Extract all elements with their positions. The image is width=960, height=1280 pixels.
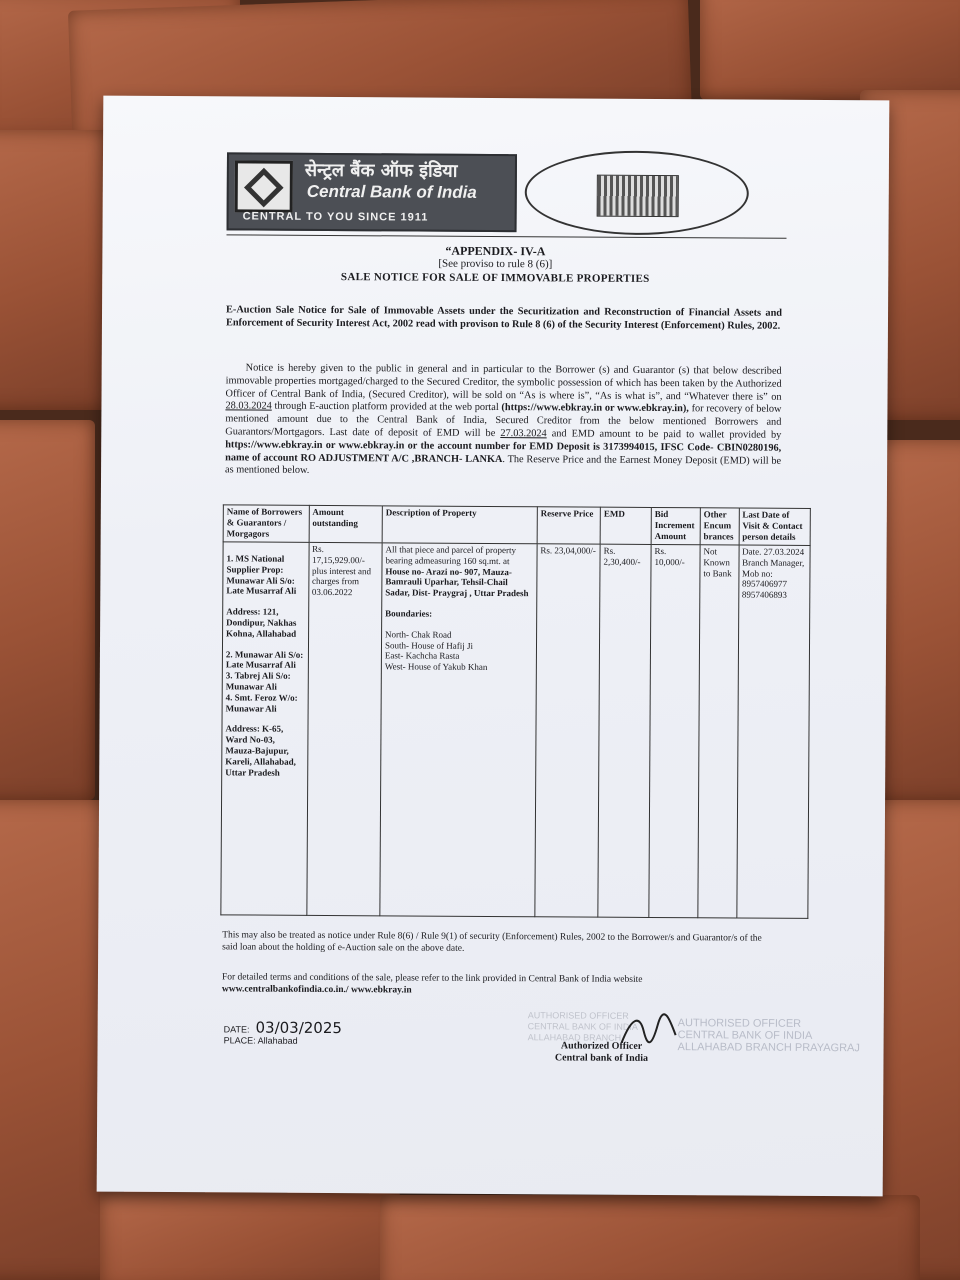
borrower-4: 4. Smt. Feroz W/o: Munawar Ali [225, 692, 298, 714]
bank-emblem-icon [235, 160, 293, 212]
date-place-block: DATE: 03/03/2025 PLACE: Allahabad [223, 1018, 343, 1046]
header-divider [227, 234, 787, 238]
col-header: EMD [600, 507, 651, 544]
bank-tagline: CENTRAL TO YOU SINCE 1911 [242, 210, 429, 224]
appendix-subtitle: [See proviso to rule 8 (6)] [438, 257, 553, 271]
borrower-1: 1. MS National Supplier Prop: Munawar Ali S/o: Late Musarraf Ali [226, 553, 297, 597]
property-table [220, 504, 810, 919]
borrower-address-2: Address: K-65, Ward No-03, Mauza-Bajupur, Kareli, Allahabad, Uttar Pradesh [225, 723, 296, 778]
bid-increment-cell: Rs. 10,000/- [649, 544, 700, 917]
terms-note: For detailed terms and conditions of the sale, please refer to the link provided in Central Bank of India website www.centralbankofindia.co.in./ www.ebkray.in [222, 972, 778, 998]
property-description-cell: All that piece and parcel of property bearing admeasuring 160 sq.mt. at House no- Arazi no- 907, Mauza-Bamrauli Uparhar, Tehsil-Chail Sadar, Dist- Praygraj , Uttar Pradesh Boundaries: North- Chak Road South- House of Hafij Ji East- Kachcha Rasta West- House of Yakub Khan [380, 543, 537, 917]
boundary-south: South- House of Hafij Ji [384, 639, 474, 651]
col-header: Last Date of Visit & Contact person details [739, 508, 811, 545]
boundaries-label: Boundaries: [385, 608, 433, 619]
borrower-3: 3. Tabrej Ali S/o: Munawar Ali [225, 670, 291, 692]
borrower-address-1: Address: 121, Dondipur, Nakhas Kohna, Allahabad [226, 606, 297, 639]
boundary-north: North- Chak Road [385, 629, 452, 640]
boundary-east: East- Kachcha Rasta [384, 650, 460, 662]
notice-paragraph: Notice is hereby given to the public in general and in particular to the Borrower (s) and Guarantor (s) that below described immovable properties mortgaged/charged to the Secured Creditor, the symbolic possession of which has been taken by the Authorized Officer of Central Bank of India, (Secured Creditor), will be sold on “As is where is”, “As is what is”, and “Whatever there is” on 28.03.2024 through E-auction platform provided at the web portal (https://www.ebkray.in or www.ebkray.in), for recovery of below mentioned amount due to the Central Bank of India, Secured Creditor from the below mentioned Borrowers and Guarantors/Mortgagors. Last date of deposit of EMD will be 27.03.2024 and EMD amount to be paid to wallet provided by https://www.ebkray.in or www.ebkray.in or the account number for EMD Deposit is 3173994015, IFSC Code- CBIN0280196, name of account RO ADJUSTMENT A/C ,BRANCH- LANKA. The Reserve Price and the Earnest Money Deposit (EMD) will be as mentioned below. [225, 362, 782, 477]
signatory-block: Authorized Officer Central bank of India [554, 1040, 649, 1064]
col-header: Amount outstanding [309, 505, 383, 542]
place: PLACE: Allahabad [223, 1035, 298, 1046]
col-header: Bid Increment Amount [651, 507, 700, 544]
anniversary-seal-icon [525, 150, 750, 235]
amount-outstanding-cell: Rs. 17,15,929.00/- plus interest and charges from 03.06.2022 [306, 542, 382, 915]
contact-cell: Date. 27.03.2024 Branch Manager, Mob no: 8957406977 8957406893 [736, 545, 810, 918]
col-header: Other Encum brances [700, 508, 739, 545]
appendix-heading: “APPENDIX- IV-A [445, 243, 546, 259]
boundary-west: West- House of Yakub Khan [384, 661, 488, 673]
col-header: Name of Borrowers & Guarantors / Morgagors [223, 505, 309, 543]
bank-name: Central Bank of India [306, 181, 477, 202]
rule-note: This may also be treated as notice under Rule 8(6) / Rule 9(1) of security (Enforcement) Rules, 2002 to the Borrower/s and Guarantor/s of the said loan about the holding of e-Auction sale on the above date. [222, 930, 762, 954]
table-header-row [223, 505, 810, 546]
col-header: Reserve Price [537, 507, 600, 544]
website-links: www.centralbankofindia.co.in./ www.ebkray.in [221, 983, 412, 996]
faded-stamp-left: AUTHORISED OFFICER CENTRAL BANK OF INDIA ALLAHABAD BRANCH [527, 1010, 638, 1043]
intro-paragraph: E-Auction Sale Notice for Sale of Immovable Assets under the Securitization and Reconstruction of Financial Assets and Enforcement of Security Interest Act, 2002 read with provison to Rule 8 (6) of the Security Interest (Enforcement) Rules, 2002. [225, 304, 783, 332]
encumbrances-cell: Not Known to Bank [698, 545, 739, 918]
emd-cell: Rs. 2,30,400/- [598, 544, 651, 917]
bank-name-hindi: सेन्ट्रल बैंक ऑफ इंडिया [304, 159, 458, 182]
notice-title: SALE NOTICE FOR SALE OF IMMOVABLE PROPERTIES [340, 271, 650, 285]
sale-notice-paper [97, 96, 890, 1197]
reserve-price-cell: Rs. 23,04,000/- [535, 544, 600, 917]
borrowers-cell [221, 542, 309, 916]
borrower-2: 2. Munawar Ali S/o: Late Musarraf Ali [225, 648, 304, 671]
col-header: Description of Property [382, 506, 537, 544]
bank-logo [227, 152, 517, 232]
table-row [221, 542, 810, 919]
handwritten-date: 03/03/2025 [255, 1018, 343, 1038]
authorised-officer-stamp: AUTHORISED OFFICER CENTRAL BANK OF INDIA ALLAHABAD BRANCH PRAYAGRAJ [677, 1017, 860, 1055]
